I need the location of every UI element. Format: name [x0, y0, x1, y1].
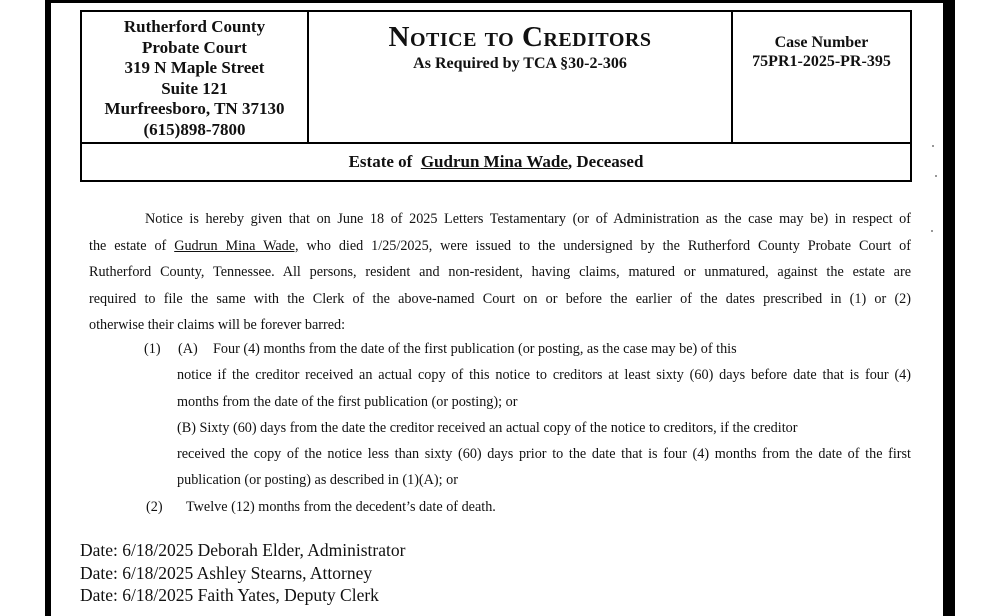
decedent-name: Gudrun Mina Wade	[420, 152, 568, 171]
page-border-left	[45, 0, 51, 616]
notice-subtitle: As Required by TCA §30-2-306	[413, 55, 627, 72]
body-line-2	[89, 233, 911, 260]
signature-line-attorney: Date: 6/18/2025 Ashley Stearns, Attorney	[80, 563, 373, 583]
court-name-line2: Probate Court	[142, 37, 247, 57]
item-1a-label: (A)	[178, 341, 198, 357]
case-number-block	[733, 12, 910, 142]
notice-title: Notice to Creditors	[388, 21, 652, 53]
item-2-text: Twelve (12) months from the decedent’s date of death.	[186, 499, 496, 515]
body-line-5: otherwise their claims will be forever barred:	[89, 317, 346, 334]
item-1a-line-3: months from the date of the first publication (or posting); or	[177, 394, 518, 410]
court-phone: (615)898-7800	[143, 119, 246, 139]
scan-speck	[935, 175, 937, 177]
page-border-top	[45, 0, 955, 3]
item-1b-line-2: received the copy of the notice less than sixty (60) days prior to the date that is four (4) months from the date of the first	[177, 446, 911, 462]
estate-suffix: , Deceased	[567, 152, 644, 171]
notice-title-block	[309, 12, 733, 142]
case-number-value: 75PR1-2025-PR-395	[752, 53, 891, 70]
notice-header	[80, 10, 912, 182]
item-1a-line-2: notice if the creditor received an actual copy of this notice to creditors at least sixty (60) days before date that is four (4)	[177, 367, 911, 383]
body-decedent-name: Gudrun Mina Wade,	[174, 237, 299, 254]
item-1b-line-1: (B) Sixty (60) days from the date the creditor received an actual copy of the notice to creditors, if the creditor	[177, 420, 798, 436]
court-city: Murfreesboro, TN 37130	[104, 99, 285, 118]
court-street: 319 N Maple Street	[124, 58, 265, 77]
body-line-4: required to file the same with the Clerk of the above-named Court on or before the earlier of the dates prescribed in (1) or (2)	[89, 290, 911, 307]
scan-speck	[932, 145, 934, 147]
page-border-right	[943, 0, 955, 616]
body-line-2-post: who died 1/25/2025, were issued to the undersigned by the Rutherford County Probate Court of	[298, 237, 912, 254]
court-name-line1: Rutherford County	[123, 17, 266, 36]
estate-prefix: Estate of	[348, 152, 413, 171]
signature-line-administrator: Date: 6/18/2025 Deborah Elder, Administrator	[80, 540, 406, 560]
item-1a-line-1: Four (4) months from the date of the first publication (or posting, as the case may be) of this	[213, 341, 737, 357]
case-number-label: Case Number	[774, 34, 869, 51]
scan-speck	[931, 230, 933, 232]
signature-line-deputy-clerk: Date: 6/18/2025 Faith Yates, Deputy Clerk	[80, 585, 379, 605]
notice-body	[89, 206, 911, 339]
item-1b-line-3: publication (or posting) as described in (1)(A); or	[177, 472, 458, 488]
body-line-1: Notice is hereby given that on June 18 of 2025 Letters Testamentary (or of Administration as the case may be) in respect of	[145, 211, 911, 227]
court-address-block	[82, 12, 309, 142]
item-1-number: (1)	[144, 341, 161, 357]
body-line-2-pre: the estate of	[89, 237, 175, 254]
body-line-3: Rutherford County, Tennessee. All persons, resident and non-resident, having claims, matured or unmatured, against the estate are	[89, 264, 911, 281]
court-suite: Suite 121	[161, 78, 228, 98]
item-2-number: (2)	[146, 499, 163, 515]
estate-line	[82, 142, 910, 180]
